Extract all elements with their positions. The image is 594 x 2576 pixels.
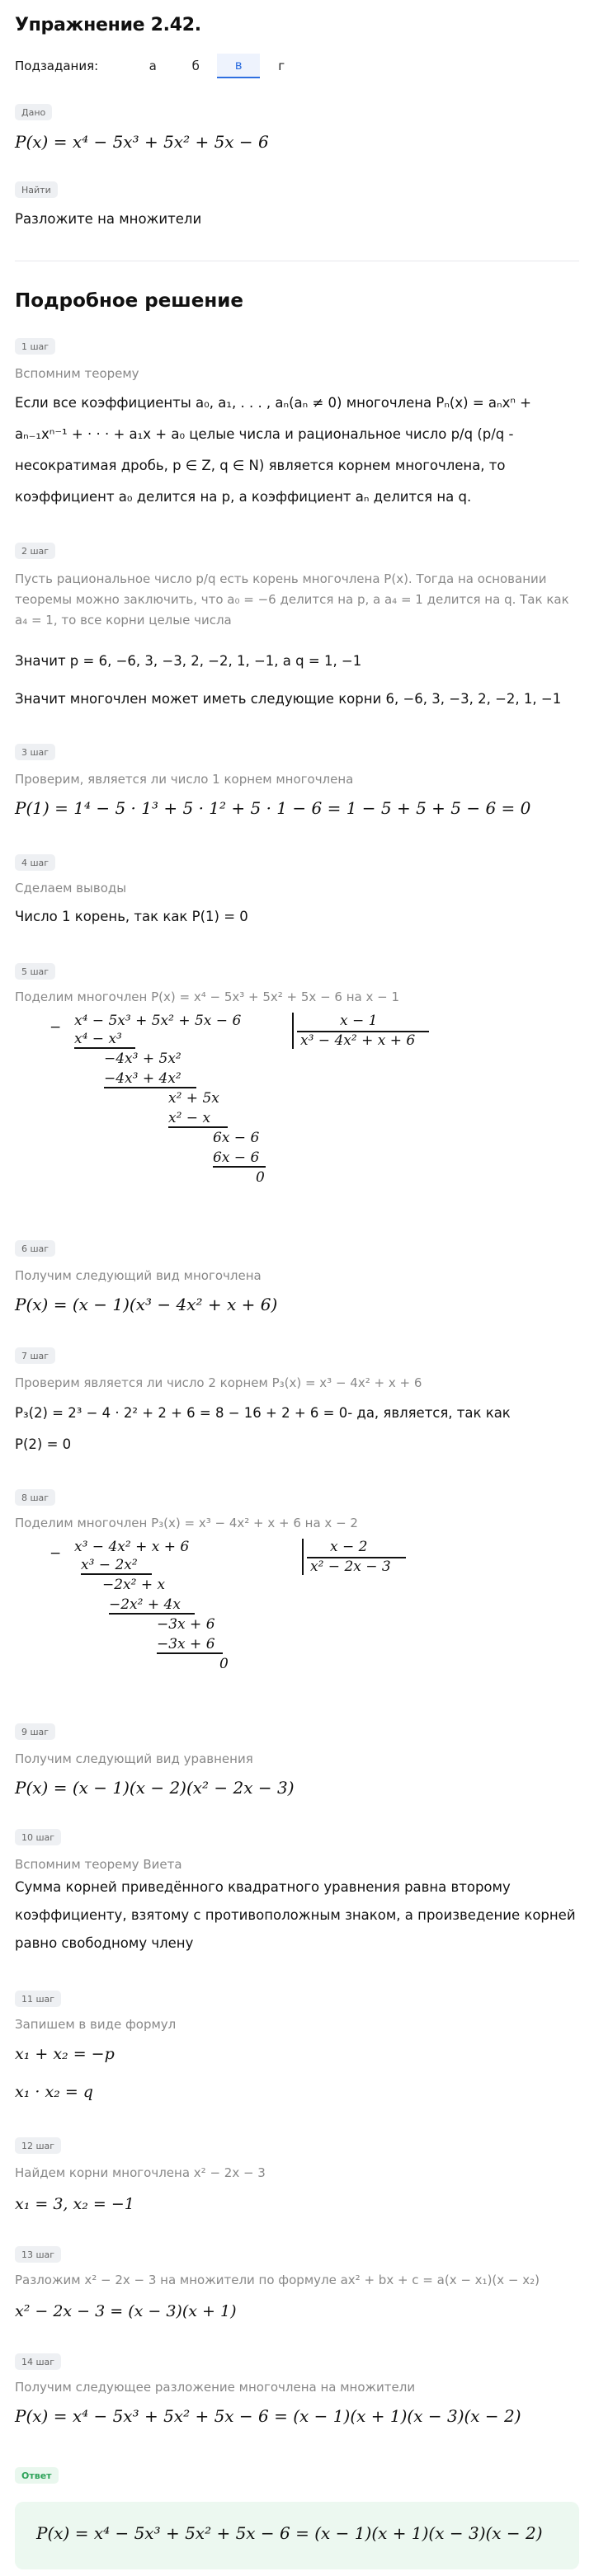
step-9-formula: P(x) = (x − 1)(x − 2)(x² − 2x − 3) (15, 1778, 295, 1798)
step-10-caption: Вспомним теорему Виета (15, 1857, 182, 1872)
division-2-underline (109, 1613, 195, 1615)
division-1-row: x² + 5x (168, 1090, 219, 1107)
division-1-row: −4x³ + 4x² (104, 1070, 182, 1087)
division-1-row: x² − x (168, 1110, 211, 1126)
division-1-bar (292, 1013, 294, 1049)
division-1-row: −4x³ + 5x² (104, 1051, 182, 1067)
division-2-bar (302, 1539, 304, 1575)
step-13-caption: Разложим x² − 2x − 3 на множители по формуле ax² + bx + c = a(x − x₁)(x − x₂) (15, 2273, 540, 2287)
division-2-row: −2x² + 4x (109, 1596, 181, 1613)
step-4-text: Число 1 корень, так как P(1) = 0 (15, 909, 248, 924)
division-2-dividend: x³ − 4x² + x + 6 (74, 1539, 190, 1555)
division-1-underline (74, 1047, 135, 1049)
long-division-2 (50, 1539, 429, 1704)
subtask-tabs (131, 54, 303, 78)
tab-v[interactable]: в (217, 54, 260, 78)
step-10-text: Сумма корней приведённого квадратного уравнения равна второму коэффициенту, взятому с противоположным знаком, а произведение корней равно свободному члену (15, 1879, 576, 1951)
step-2-caption: Пусть рациональное число p/q есть корень многочлена P(x). Тогда на основании теоремы можно заключить, что a₀ = −6 делится на p, а a₄ = 1 делится на q. Так как a₄ = 1, то все корни целые числа (15, 571, 569, 628)
step-10-chip: 10 шаг (15, 1829, 61, 1845)
step-8-caption: Поделим многочлен P₃(x) = x³ − 4x² + x + 6 на x − 2 (15, 1516, 358, 1530)
long-division-1 (50, 1013, 446, 1210)
tab-g[interactable]: г (278, 59, 285, 73)
subtask-switcher (15, 54, 303, 78)
division-2-underline (81, 1573, 152, 1575)
find-chip: Найти (15, 181, 58, 198)
step-3-caption: Проверим, является ли число 1 корнем многочлена (15, 772, 354, 787)
step-7-caption: Проверим является ли число 2 корнем P₃(x) = x³ − 4x² + x + 6 (15, 1375, 422, 1390)
step-6-chip: 6 шаг (15, 1240, 55, 1257)
division-2-quotient: x² − 2x − 3 (310, 1558, 391, 1575)
subtask-label: Подзадания: (15, 59, 99, 73)
step-11-chip: 11 шаг (15, 1991, 61, 2007)
given-formula: P(x) = x⁴ − 5x³ + 5x² + 5x − 6 (15, 132, 269, 152)
step-11-caption: Запишем в виде формул (15, 2017, 177, 2032)
step-12-caption: Найдем корни многочлена x² − 2x − 3 (15, 2165, 266, 2180)
step-5-caption: Поделим многочлен P(x) = x⁴ − 5x³ + 5x² + 5x − 6 на x − 1 (15, 990, 400, 1004)
step-7-line-2: P(2) = 0 (15, 1436, 72, 1452)
division-2-remainder: 0 (219, 1656, 229, 1672)
division-2-minus: − (50, 1545, 62, 1562)
step-7-chip: 7 шаг (15, 1347, 55, 1364)
tab-a[interactable]: а (148, 59, 157, 73)
step-3-formula: P(1) = 1⁴ − 5 · 1³ + 5 · 1² + 5 · 1 − 6 = 1 − 5 + 5 + 5 − 6 = 0 (15, 798, 531, 818)
step-11-formula-2: x₁ · x₂ = q (15, 2083, 93, 2101)
division-2-row: −3x + 6 (157, 1616, 215, 1633)
step-2-line-2: Значит многочлен может иметь следующие корни 6, −6, 3, −3, 2, −2, 1, −1 (15, 691, 562, 707)
division-1-quotient: x³ − 4x² + x + 6 (300, 1032, 416, 1049)
given-chip: Дано (15, 104, 52, 120)
answer-box (15, 2502, 579, 2569)
step-6-caption: Получим следующий вид многочлена (15, 1268, 262, 1283)
step-11-formula-1: x₁ + x₂ = −p (15, 2045, 115, 2063)
tab-b[interactable]: б (191, 59, 200, 73)
step-12-formula: x₁ = 3, x₂ = −1 (15, 2195, 134, 2213)
step-14-chip: 14 шаг (15, 2353, 61, 2370)
step-9-chip: 9 шаг (15, 1723, 55, 1740)
division-2-row: −3x + 6 (157, 1636, 215, 1652)
division-2-underline (157, 1652, 223, 1654)
division-1-divisor: x − 1 (340, 1013, 378, 1029)
step-7-line-1: P₃(2) = 2³ − 4 · 2² + 2 + 6 = 8 − 16 + 2 + 6 = 0- да, является, так как (15, 1405, 511, 1421)
step-13-chip: 13 шаг (15, 2246, 61, 2263)
step-2-line-1: Значит p = 6, −6, 3, −3, 2, −2, 1, −1, а q = 1, −1 (15, 653, 362, 669)
step-14-formula: P(x) = x⁴ − 5x³ + 5x² + 5x − 6 = (x − 1)(x + 1)(x − 3)(x − 2) (15, 2406, 521, 2426)
step-5-chip: 5 шаг (15, 963, 55, 980)
answer-chip: Ответ (15, 2467, 59, 2484)
step-1-chip: 1 шаг (15, 338, 55, 355)
division-1-dividend: x⁴ − 5x³ + 5x² + 5x − 6 (74, 1013, 242, 1029)
step-6-formula: P(x) = (x − 1)(x³ − 4x² + x + 6) (15, 1295, 278, 1314)
division-2-divisor: x − 2 (330, 1539, 368, 1555)
step-13-formula: x² − 2x − 3 = (x − 3)(x + 1) (15, 2302, 237, 2320)
step-4-caption: Сделаем выводы (15, 881, 127, 895)
page-title: Упражнение 2.42. (15, 15, 201, 35)
step-9-caption: Получим следующий вид уравнения (15, 1751, 253, 1766)
division-1-minus: − (50, 1019, 62, 1036)
division-1-row: x⁴ − x³ (74, 1031, 122, 1047)
step-12-chip: 12 шаг (15, 2137, 61, 2154)
division-1-underline (213, 1166, 266, 1168)
solution-heading: Подробное решение (15, 290, 243, 312)
answer-formula: P(x) = x⁴ − 5x³ + 5x² + 5x − 6 = (x − 1)(x + 1)(x − 3)(x − 2) (36, 2523, 543, 2543)
step-1-text: Если все коэффициенты a₀, a₁, . . . , aₙ(aₙ ≠ 0) многочлена Pₙ(x) = aₙxⁿ + aₙ₋₁xⁿ⁻¹ + · · · + a₁x + a₀ целые числа и рациональное число p/q (p/q - несократимая дробь, p ∈ Z, q ∈ N) является корнем многочлена, то коэффициент a₀ делится на p, а коэффициент aₙ делится на q. (15, 395, 531, 505)
step-8-chip: 8 шаг (15, 1489, 55, 1506)
division-2-row: x³ − 2x² (81, 1557, 138, 1573)
step-2-chip: 2 шаг (15, 543, 55, 559)
division-1-remainder: 0 (256, 1169, 265, 1186)
division-1-row: 6x − 6 (213, 1130, 260, 1146)
division-2-row: −2x² + x (102, 1577, 166, 1593)
step-3-chip: 3 шаг (15, 744, 55, 760)
division-1-underline (104, 1087, 196, 1088)
division-1-row: 6x − 6 (213, 1149, 260, 1166)
step-1-caption: Вспомним теорему (15, 366, 139, 381)
step-14-caption: Получим следующее разложение многочлена на множители (15, 2380, 416, 2395)
step-4-chip: 4 шаг (15, 854, 55, 871)
division-1-underline (168, 1126, 228, 1128)
find-text: Разложите на множители (15, 211, 202, 227)
